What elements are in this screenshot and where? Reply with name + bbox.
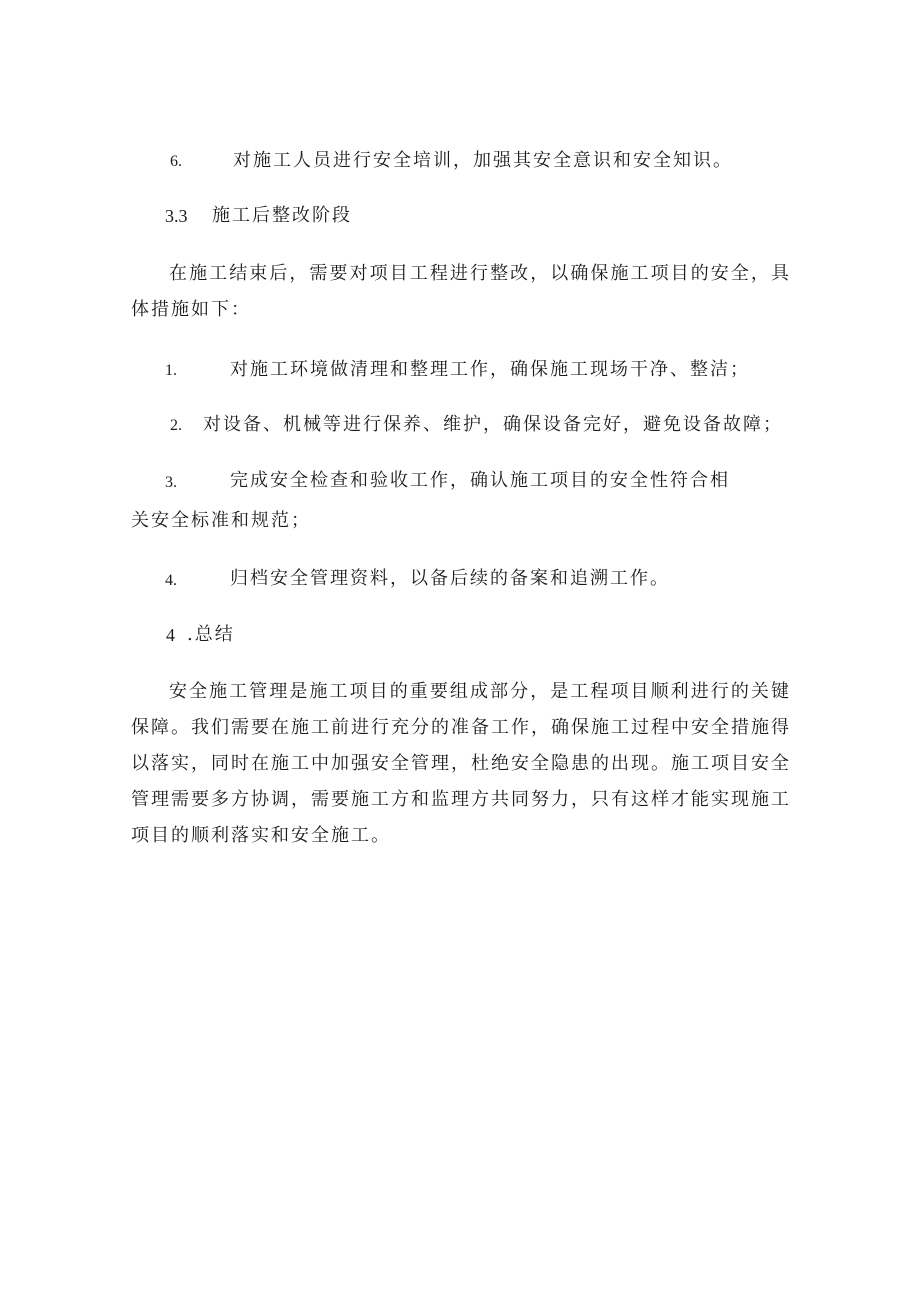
summary-paragraph: 安全施工管理是施工项目的重要组成部分，是工程项目顺利进行的关键保障。我们需要在施工前进行充分的准备工作，确保施工过程中安全措施得以落实，同时在施工中加强安全管理，杜绝安全隐患的出现。施工项目安全管理需要多方协调，需要施工方和监理方共同努力，只有这样才能实现施工项目的顺利落实和安全施工。 (131, 681, 791, 846)
section-4-number: 4 (166, 625, 175, 645)
item-6-number: 6. (170, 153, 182, 170)
list-item-2-text: 对设备、机械等进行保养、维护，确保设备完好，避免设备故障； (203, 414, 783, 435)
intro-paragraph: 在施工结束后，需要对项目工程进行整改，以确保施工项目的安全，具体措施如下： (131, 263, 791, 320)
list-item-3-continuation: 关安全标准和规范； (131, 510, 311, 531)
section-4-title: .总结 (187, 624, 235, 645)
list-item-2-number: 2. (170, 417, 182, 434)
list-item-1-number: 1. (165, 362, 177, 379)
list-item-4-text: 归档安全管理资料，以备后续的备案和追溯工作。 (230, 568, 670, 589)
item-6-text: 对施工人员进行安全培训，加强其安全意识和安全知识。 (233, 150, 733, 171)
list-item-3-number: 3. (165, 474, 177, 491)
section-3-3-number: 3.3 (165, 206, 188, 226)
list-item-1-text: 对施工环境做清理和整理工作，确保施工现场干净、整洁； (230, 359, 750, 380)
section-3-3-title: 施工后整改阶段 (212, 205, 352, 226)
list-item-4-number: 4. (165, 572, 177, 589)
list-item-3-text: 完成安全检查和验收工作，确认施工项目的安全性符合相 (230, 470, 730, 491)
